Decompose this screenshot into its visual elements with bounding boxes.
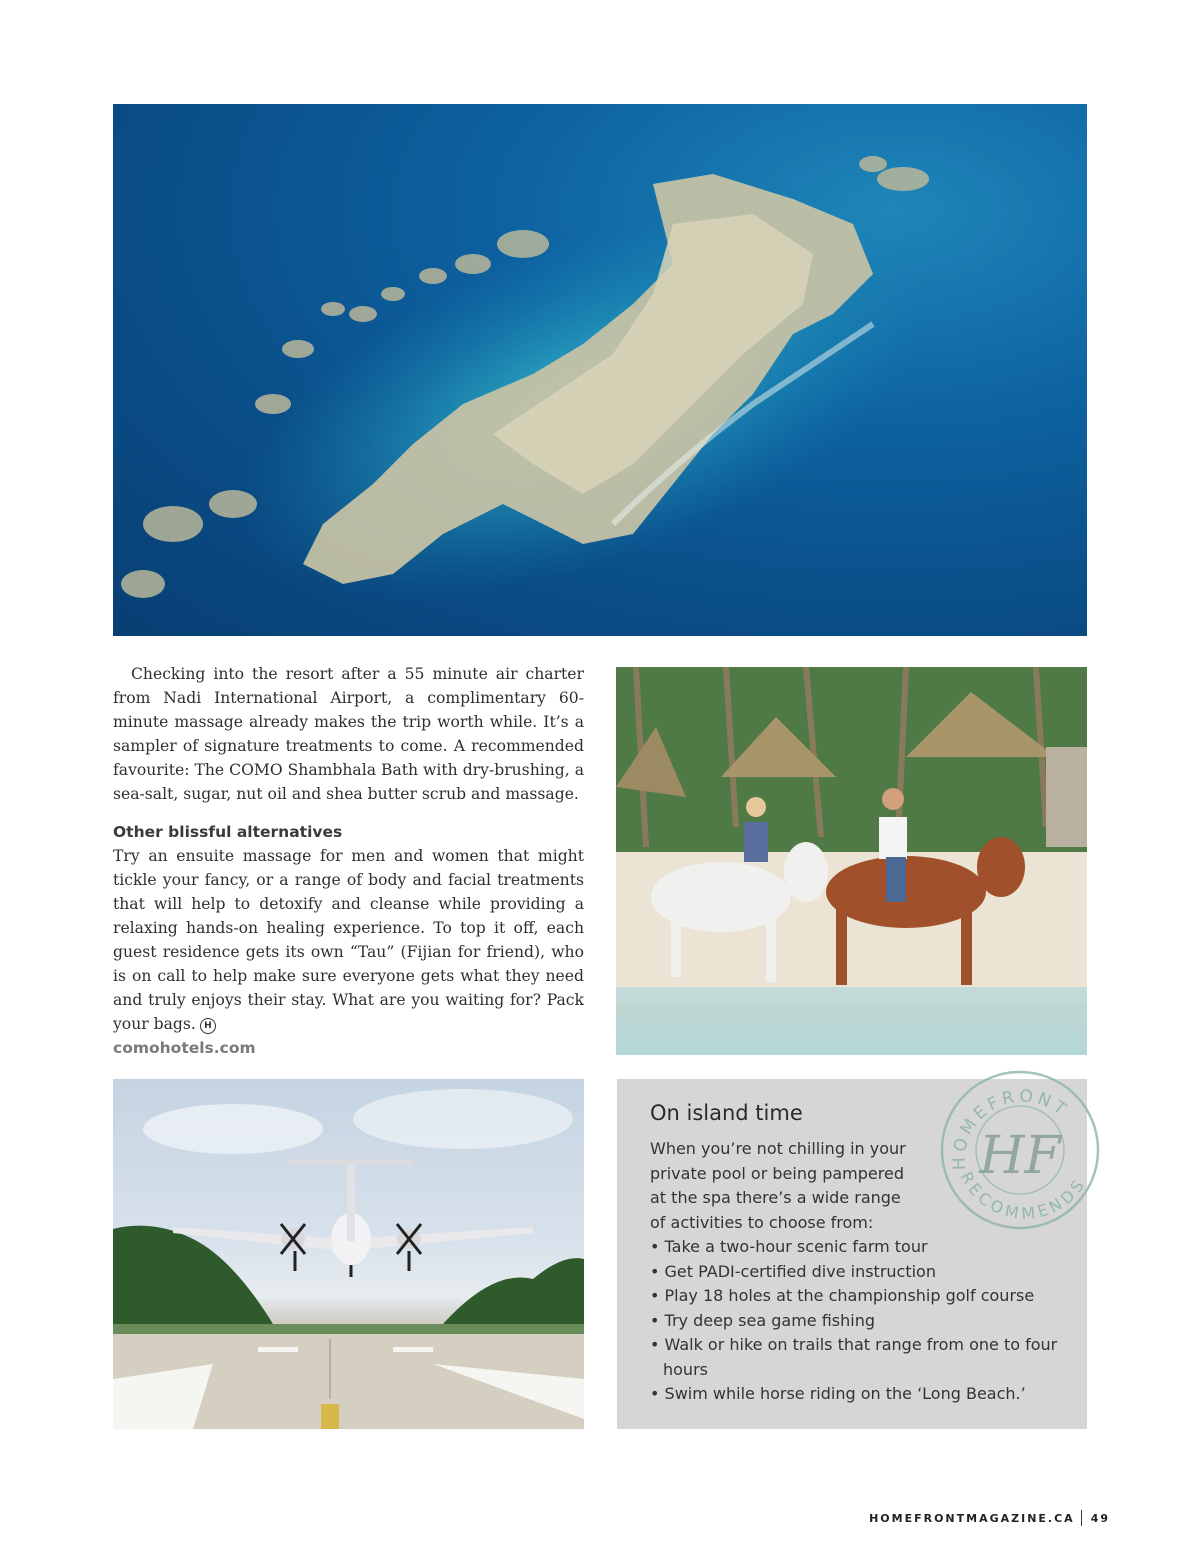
plane-landing-photo: [113, 1079, 584, 1429]
reef-aerial-photo: [113, 104, 1087, 636]
list-item: • Try deep sea game fishing: [650, 1309, 1080, 1334]
stamp-top-text: HOMEFRONT: [949, 1086, 1073, 1171]
footer-site: HOMEFRONTMAGAZINE.CA: [869, 1512, 1075, 1525]
list-item: • Walk or hike on trails that range from one to four hours: [650, 1333, 1080, 1382]
article-subheading: Other blissful alternatives: [113, 823, 343, 841]
footer-divider: [1081, 1510, 1082, 1526]
article-paragraph-2: [113, 844, 584, 1036]
homefront-recommends-stamp: [935, 1065, 1105, 1235]
beach-horse-riding-photo: [616, 667, 1087, 1055]
horses-illustration: [616, 667, 1087, 1055]
article-paragraph-1: Checking into the resort after a 55 minute air charter from Nadi International Airport, a complimentary 60-minute massage already makes the trip worth while. It’s a sampler of signature treatments to come. A recommended favourite: The COMO Shambhala Bath with dry-brushing, a sea-salt, sugar, nut oil and shea butter scrub and massage.: [113, 665, 584, 803]
reef-illustration: [113, 104, 1087, 636]
plane-illustration: [113, 1079, 584, 1429]
sidebar-intro: When you’re not chilling in your private pool or being pampered at the spa there’s a wide range of activities to choose from:: [650, 1139, 906, 1232]
list-item: • Swim while horse riding on the ‘Long Beach.’: [650, 1382, 1080, 1407]
page-number: 49: [1090, 1512, 1110, 1525]
article-paragraph-2-text: Try an ensuite massage for men and women that might tickle your fancy, or a range of body and facial treatments that will help to detoxify and cleanse while providing a relaxing hands-on healing experience. To top it off, each guest residence gets its own “Tau” (Fijian for friend), who is on call to help make sure everyone gets what they need and truly enjoys their stay. What are you waiting for? Pack your bags.: [113, 847, 584, 1033]
list-item: • Play 18 holes at the championship golf course: [650, 1284, 1080, 1309]
website-link[interactable]: comohotels.com: [113, 1039, 256, 1057]
stamp-bottom-text: RECOMMENDS: [956, 1168, 1091, 1224]
page-footer: [869, 1510, 1110, 1526]
activities-list: [650, 1235, 1080, 1407]
list-item: • Take a two-hour scenic farm tour: [650, 1235, 1080, 1260]
article-body: [113, 662, 584, 1060]
stamp-monogram: HF: [979, 1126, 1061, 1186]
sidebar-title: On island time: [650, 1101, 803, 1125]
list-item: • Get PADI-certified dive instruction: [650, 1260, 1080, 1285]
end-mark-icon: H: [200, 1018, 216, 1034]
